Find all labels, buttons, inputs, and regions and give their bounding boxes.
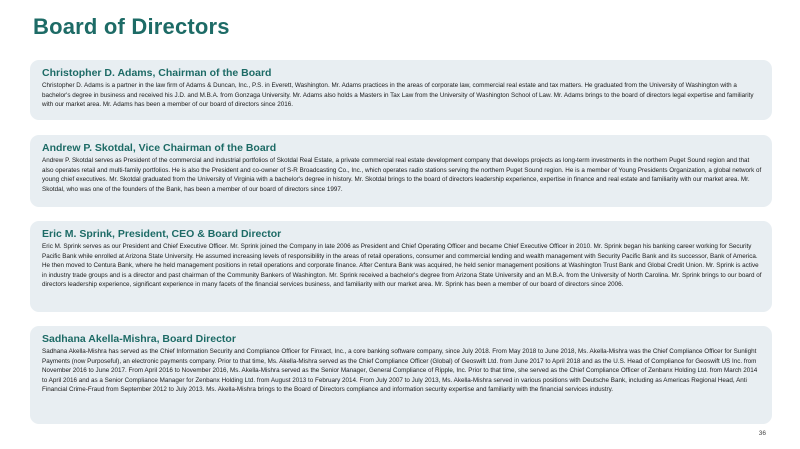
director-bio: Christopher D. Adams is a partner in the law firm of Adams & Duncan, Inc., P.S. in Everett, Washington. Mr. Adams practices in the areas of corporate law, commercial real estate and tax matters. He graduated from the University of Washington with a bachelor's degree in business and received his J.D. and M.B.A. from Gonzaga University. Mr. Adams also holds a Masters in Tax Law from the University of Washington School of Law. Mr. Adams brings to the board of directors legal expertise and familiarity with our market area. Mr. Adams has been a member of our board of directors since 2016. [42, 82, 754, 109]
director-heading: Sadhana Akella-Mishra, Board Director [42, 333, 236, 345]
director-card-sprink [30, 221, 772, 312]
director-card-akella-mishra [30, 326, 772, 424]
page-title: Board of Directors [33, 14, 230, 39]
director-card-skotdal [30, 135, 772, 207]
director-bio: Andrew P. Skotdal serves as President of the commercial and industrial portfolios of Skotdal Real Estate, a private commercial real estate development company that develops projects as long-term investments in the northern Puget Sound region and that also operates retail and multi-family portfolios. He is also the President and co-owner of S-R Broadcasting Co., Inc., which operates radio stations serving the northern Puget Sound region. He is a member of Young Presidents Organization, a global network of young chief executives. Mr. Skotdal graduated from the University of Virginia with a bachelor's degree in history. Mr. Skotdal brings to the board of directors leadership experience, expertise in finance and real estate and familiarity with our market area. Mr. Skotdal, who was one of the founders of the Bank, has been a member of our board of directors since 1997. [42, 157, 762, 193]
director-heading: Andrew P. Skotdal, Vice Chairman of the Board [42, 142, 277, 154]
director-bio: Eric M. Sprink serves as our President and Chief Executive Officer. Mr. Sprink joined the Company in late 2006 as President and Chief Operating Officer and became Chief Executive Officer in 2010. Mr. Sprink began his banking career working for Security Pacific Bank while enrolled at Arizona State University. He assumed increasing levels of responsibility in the areas of retail operations, consumer and commercial lending and wealth management with Security Pacific Bank and its successor, Bank of America. He then moved to Centura Bank, where he held management positions in retail operations and corporate finance. After Centura Bank was acquired, he held senior management positions at Washington Trust Bank and Global Credit Union. Mr. Sprink is active in industry trade groups and is a director and past chairman of the Community Bankers of Washington. Mr. Sprink received a bachelor's degree from Arizona State University and an M.B.A. from the University of North Carolina. Mr. Sprink brings to our board of directors leadership experience, significant experience in many facets of the financial services business, and familiarity with our market area. Mr. Sprink has been a member of our board of directors since 2006. [42, 243, 762, 289]
director-bio: Sadhana Akella-Mishra has served as the Chief Information Security and Compliance Officer for Finxact, Inc., a core banking software company, since July 2018. From May 2018 to June 2018, Ms. Akella-Mishra was the Chief Compliance Officer for Sunlight Payments (now Purposeful), an electronic payments company. Prior to that time, Ms. Akella-Mishra served as the Chief Compliance Officer (Global) of Geoswift Ltd. from June 2017 to April 2018 and as the U.S. Head of Compliance for Geoswift US Inc. from November 2016 to June 2017. From April 2016 to November 2016, Ms. Akella-Mishra served as the Senior Manager, General Compliance of Ripple, Inc. Prior to that time, she served as the Chief Compliance Officer of Zenbanx Holding Ltd. from March 2014 to April 2016 and as a Senior Compliance Manager for Zenbanx Holding Ltd. from August 2013 to February 2014. From July 2007 to July 2013, Ms. Akella-Mishra served in various positions with Deutsche Bank, including as Americas Regional Head, Anti Financial Crime-Fraud from September 2012 to July 2013. Ms. Akella-Mishra brings to the Board of Directors compliance and information security expertise and familiarity with the financial services industry. [42, 348, 758, 394]
director-heading: Eric M. Sprink, President, CEO & Board Director [42, 228, 282, 240]
page-number: 36 [758, 430, 766, 437]
director-card-adams [30, 60, 772, 120]
director-heading: Christopher D. Adams, Chairman of the Board [42, 67, 272, 79]
